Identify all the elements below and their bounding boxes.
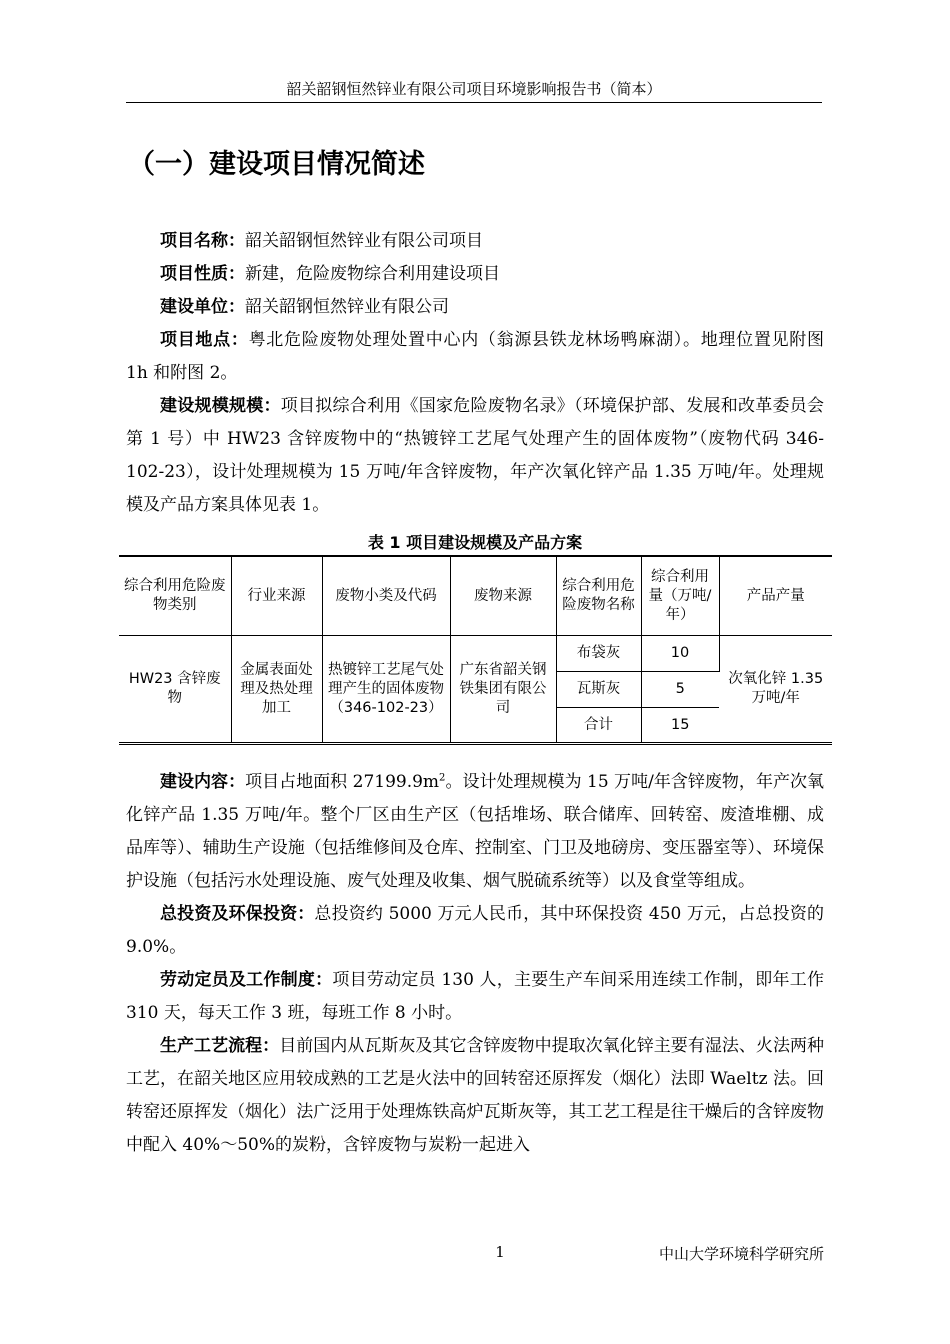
- table-header-cell: 综合利用危险废物名称: [556, 556, 641, 636]
- footer-organization: 中山大学环境科学研究所: [658, 1245, 824, 1263]
- table-caption: 表 1 项目建设规模及产品方案: [367, 533, 583, 552]
- project-scale-para: 建设规模规模：项目拟综合利用《国家危险废物名录》（环境保护部、发展和改革委员会第 1 号）中 HW23 含锌废物中的“热镀锌工艺尾气处理产生的固体废物”（废物代码 346-102-23），设计处理规模为 15 万吨/年含锌废物，年产次氧化锌产品 1.35 万吨/年。处理规模及产品方案具体见表 1。: [126, 396, 824, 515]
- project-unit-para: 建设单位：韶关韶钢恒然锌业有限公司: [160, 297, 449, 317]
- table-header-cell: 综合利用危险废物类别: [119, 556, 231, 636]
- table-row: [119, 636, 832, 672]
- product-cell: 次氧化锌 1.35 万吨/年: [728, 671, 824, 706]
- process-para: 生产工艺流程：目前国内从瓦斯灰及其它含锌废物中提取次氧化锌主要有湿法、火法两种工艺，在韶关地区应用较成熟的工艺是火法中的回转窑还原挥发（烟化）法即 Waeltz 法。回转窑还原挥发（烟化）法广泛用于处理炼铁高炉瓦斯灰等，其工艺工程是往干燥后的含锌废物中配入 40%～50%的炭粉，含锌废物与炭粉一起进入: [126, 1036, 825, 1155]
- page-header: 韶关韶钢恒然锌业有限公司项目环境影响报告书（简本）: [126, 78, 822, 103]
- waste-name-cell: 合计: [556, 708, 641, 744]
- waste-name-cell: 布袋灰: [556, 636, 641, 672]
- subclass-cell: 热镀锌工艺尾气处理产生的固体废物（346-102-23）: [322, 636, 450, 744]
- table-header-cell: 废物小类及代码: [322, 556, 450, 636]
- category-cell: HW23 含锌废物: [119, 636, 231, 744]
- project-info: [126, 225, 824, 522]
- industry-cell: 金属表面处理及热处理加工: [231, 636, 322, 744]
- labor-para: 劳动定员及工作制度：项目劳动定员 130 人，主要生产车间采用连续工作制，即年工作 310 天，每天工作 3 班，每班工作 8 小时。: [126, 970, 825, 1023]
- project-name-para: 项目名称：韶关韶钢恒然锌业有限公司项目: [160, 231, 483, 251]
- project-content: [126, 766, 824, 1162]
- amount-cell: 15: [671, 716, 690, 733]
- amount-cell: 10: [641, 636, 719, 672]
- section-title: （一）建设项目情况简述: [128, 149, 425, 180]
- table-header-cell: 综合利用量（万吨/年）: [641, 556, 719, 636]
- build-content-para: 建设内容：项目占地面积 $27199.9m^2$。设计处理规模为 15 万吨/年含锌废物，年产次氧化锌产品 1.35 万吨/年。整个厂区由生产区（包括堆场、联合储库、回转窑、废渣堆棚、成品库等）、辅助生产设施（包括维修间及仓库、控制室、门卫及地磅房、变压器室等）、环境保护设施（包括污水处理设施、废气处理及收集、烟气脱硫系统等）以及食堂等组成。: [126, 772, 824, 891]
- table-header-cell: 产品产量: [719, 556, 832, 636]
- waste-name-cell: 瓦斯灰: [556, 672, 641, 708]
- scale-table: [119, 555, 832, 745]
- table-header-cell: 行业来源: [231, 556, 322, 636]
- table-header-row: [119, 556, 832, 636]
- amount-cell: 5: [641, 672, 719, 708]
- table-header-cell: 废物来源: [450, 556, 556, 636]
- page-number: 1: [495, 1243, 505, 1261]
- project-location-para: 项目地点：粤北危险废物处理处置中心内（翁源县铁龙林场鸭麻湖）。地理位置见附图 1h 和附图 2。: [126, 330, 825, 383]
- source-cell: 广东省韶关钢铁集团有限公司: [450, 636, 556, 744]
- investment-para: 总投资及环保投资：总投资约 5000 万元人民币，其中环保投资 450 万元，占总投资的 9.0%。: [126, 904, 825, 957]
- project-nature-para: 项目性质：新建，危险废物综合利用建设项目: [160, 264, 500, 284]
